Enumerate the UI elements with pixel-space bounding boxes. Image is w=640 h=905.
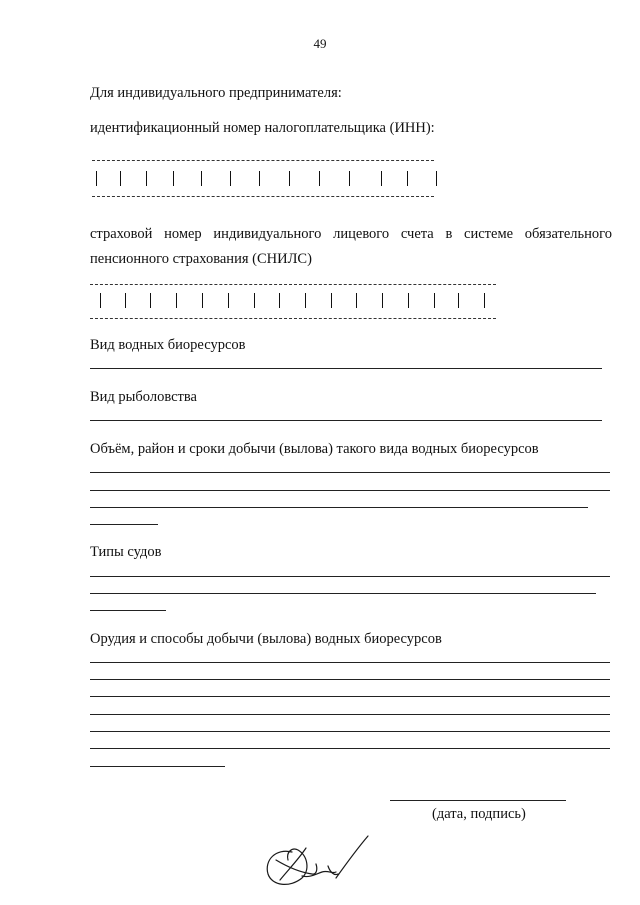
snils-cell-divider [279, 293, 280, 308]
snils-grid-top-border [90, 284, 496, 285]
gear-input-line[interactable] [90, 731, 610, 732]
inn-cell-divider [146, 171, 147, 186]
snils-cell-divider [305, 293, 306, 308]
snils-label-line1: страховой номер индивидуального лицевого счета в системе обязательного [90, 226, 612, 242]
handwritten-signature [258, 830, 378, 892]
inn-cell-divider [173, 171, 174, 186]
inn-cell-divider [319, 171, 320, 186]
gear-input-line[interactable] [90, 748, 610, 749]
volume-input-line[interactable] [90, 472, 610, 473]
snils-grid-bottom-border [90, 318, 496, 319]
inn-label: идентификационный номер налогоплательщика (ИНН): [90, 120, 435, 136]
gear-input-line[interactable] [90, 766, 225, 767]
snils-cell-divider [356, 293, 357, 308]
inn-cell-divider [381, 171, 382, 186]
snils-cell-divider [150, 293, 151, 308]
snils-label-line2: пенсионного страхования (СНИЛС) [90, 251, 312, 267]
vessel-types-input-line[interactable] [90, 576, 610, 577]
snils-cell-divider [408, 293, 409, 308]
volume-label: Объём, район и сроки добычи (вылова) такого вида водных биоресурсов [90, 441, 539, 457]
gear-input-line[interactable] [90, 679, 610, 680]
signature-caption: (дата, подпись) [432, 806, 526, 822]
volume-input-line[interactable] [90, 524, 158, 525]
vessel-types-input-line[interactable] [90, 593, 596, 594]
inn-cell-divider [230, 171, 231, 186]
gear-input-line[interactable] [90, 662, 610, 663]
snils-cell-divider [100, 293, 101, 308]
gear-label: Орудия и способы добычи (вылова) водных биоресурсов [90, 631, 442, 647]
snils-cell-divider [484, 293, 485, 308]
section-heading: Для индивидуального предпринимателя: [90, 85, 342, 101]
snils-cell-divider [176, 293, 177, 308]
inn-cell-divider [96, 171, 97, 186]
inn-grid-bottom-border [92, 196, 434, 197]
page-number: 49 [313, 36, 327, 51]
fishing-type-label: Вид рыболовства [90, 389, 197, 405]
inn-cell-divider [259, 171, 260, 186]
snils-cell-divider [458, 293, 459, 308]
inn-cell-divider [289, 171, 290, 186]
inn-cell-divider [407, 171, 408, 186]
snils-cell-divider [254, 293, 255, 308]
inn-cell-divider [349, 171, 350, 186]
snils-cell-divider [228, 293, 229, 308]
snils-cell-divider [434, 293, 435, 308]
vessel-types-input-line[interactable] [90, 610, 166, 611]
inn-cell-divider [120, 171, 121, 186]
inn-cell-divider [436, 171, 437, 186]
gear-input-line[interactable] [90, 714, 610, 715]
snils-cell-divider [382, 293, 383, 308]
volume-input-line[interactable] [90, 507, 588, 508]
inn-grid-top-border [92, 160, 434, 161]
date-signature-line[interactable] [390, 800, 566, 801]
vessel-types-label: Типы судов [90, 544, 162, 560]
inn-cell-divider [201, 171, 202, 186]
bio-type-input-line[interactable] [90, 368, 602, 369]
bio-type-label: Вид водных биоресурсов [90, 337, 246, 353]
gear-input-line[interactable] [90, 696, 610, 697]
snils-cell-divider [331, 293, 332, 308]
fishing-type-input-line[interactable] [90, 420, 602, 421]
snils-cell-divider [125, 293, 126, 308]
volume-input-line[interactable] [90, 490, 610, 491]
snils-cell-divider [202, 293, 203, 308]
